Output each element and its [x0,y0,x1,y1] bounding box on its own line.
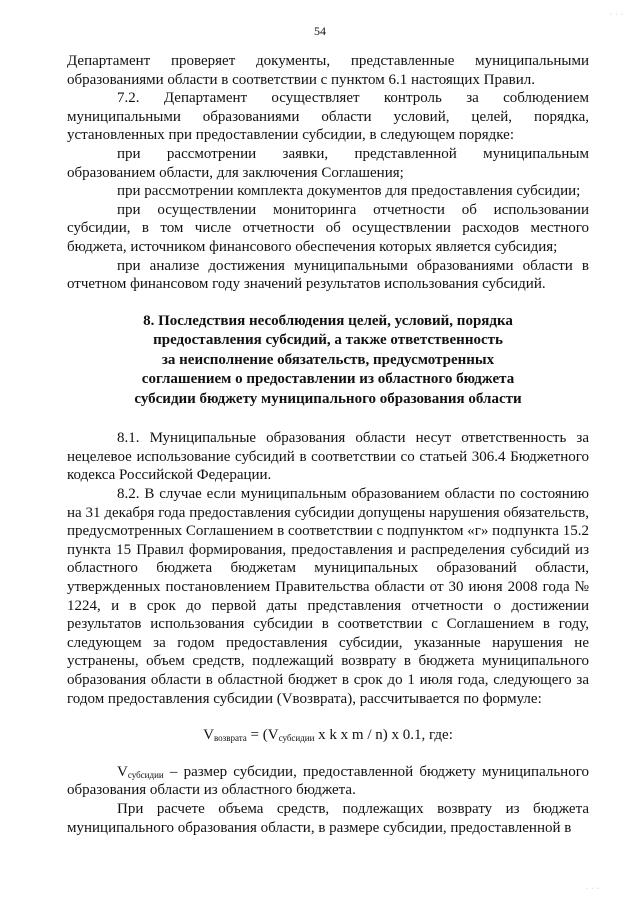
formula-sub-return: возврата [213,733,247,744]
paragraph: 8.2. В случае если муниципальным образованием области по состоянию на 31 декабря года предоставления субсидии допущены нарушения обязательств, предусмотренных Соглашением в соответствии с подпунктом «г» подпункта 15.2 пункта 15 Правил формирования, предоставления и распределения субсидий из областного бюджета бюджетам муниципальных образований области, утвержденных постановлением Правительства области от 30 июня 2008 года № 1224, и в срок до первой даты представления отчетности о достижении результатов использования субсидии в соответствии с Соглашением в году, следующем за годом предоставления субсидии, указанные нарушения не устранены, объем средств, подлежащий возврату в бюджета муниципального образования области в областной бюджет в срок до 1 июля года, следующего за годом предоставления субсидии (Vвозврата), рассчитывается по формуле: [67,486,589,707]
paragraph: Департамент проверяет документы, представленные муниципальными образованиями области в соответствии с пунктом 6.1 настоящих Правил. [67,53,589,88]
list-item: при рассмотрении заявки, представленной муниципальным образованием области, для заключения Соглашения; [67,145,589,181]
definition-sub: субсидии [127,769,164,780]
definition-text: – размер субсидии, предоставленной бюджету муниципального образования области из областного бюджета. [67,763,589,799]
formula [67,726,589,745]
formula-v: V [203,727,214,744]
scan-mark-bottom: · · · [586,886,600,893]
heading-line: 8. Последствия несоблюдения целей, условий, порядка [143,312,513,329]
document-body [67,52,589,837]
paragraph-group-top [67,52,589,294]
definition-v: V [117,763,128,780]
formula-mid: = (V [246,727,279,744]
formula-tail: x k x m / n) x 0.1, где: [314,727,453,744]
heading-line: за неисполнение обязательств, предусмотренных [161,351,495,368]
list-item: при анализе достижения муниципальными образованиями области в отчетном финансовом году значений результатов использования субсидий. [67,257,589,293]
paragraph: 8.1. Муниципальные образования области несут ответственность за нецелевое использование субсидий в соответствии со статьей 306.4 Бюджетного кодекса Российской Федерации. [67,430,589,484]
list-item: при осуществлении мониторинга отчетности об использовании субсидии, в том числе отчетности об осуществлении расходов местного бюджета, источником финансового обеспечения которых является субсидия; [67,201,589,255]
heading-line: предоставления субсидий, а также ответственность [153,332,503,349]
page-number: 54 [314,24,326,38]
list-item: при рассмотрении комплекта документов для предоставления субсидии; [117,183,581,200]
paragraph: 7.2. Департамент осуществляет контроль за соблюдением муниципальными образованиями области условий, целей, порядка, установленных при предоставлении субсидии, в следующем порядке: [67,90,589,144]
formula-sub-subsidy: субсидии [278,733,315,744]
heading-line: соглашением о предоставлении из областного бюджета [141,371,515,388]
section-heading [67,312,589,410]
scan-mark-top: · · · [610,12,624,18]
paragraph: При расчете объема средств, подлежащих возврату из бюджета муниципального образования области, в размере субсидии, предоставленной в [67,800,589,836]
definition-paragraph [67,763,589,800]
heading-line: субсидии бюджету муниципального образования области [134,390,522,407]
